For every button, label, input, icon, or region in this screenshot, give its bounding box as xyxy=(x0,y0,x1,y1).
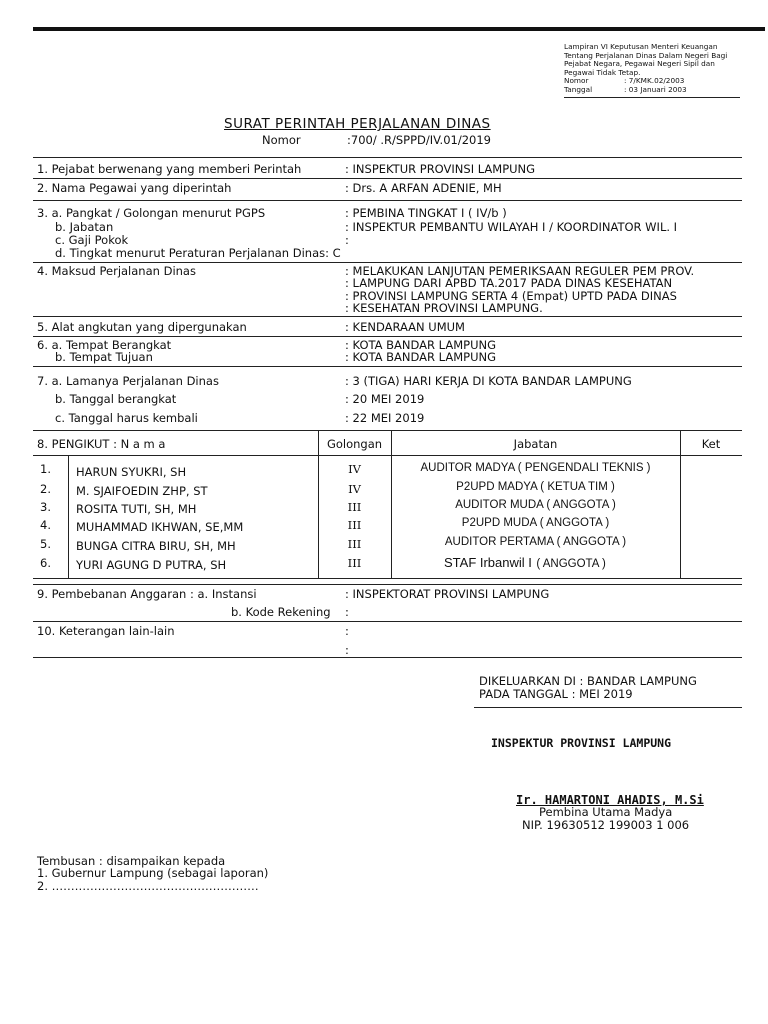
rule xyxy=(33,316,742,317)
pengikut-golongan: III xyxy=(347,500,362,514)
row5-label: 5. Alat angkutan yang dipergunakan xyxy=(37,320,247,334)
row3c-value: : xyxy=(345,233,349,247)
kode-rekening-label: b. Kode Rekening xyxy=(231,605,331,619)
pengikut-jabatan: AUDITOR MUDA ( ANGGOTA ) xyxy=(455,499,616,511)
rule xyxy=(474,707,742,708)
rule xyxy=(33,584,742,585)
pengikut-golongan: III xyxy=(347,537,362,551)
pengikut-jabatan: P2UPD MADYA ( KETUA TIM ) xyxy=(456,481,615,493)
note-line-1: Lampiran VI Keputusan Menteri Keuangan xyxy=(564,42,718,51)
nomor-label: Nomor xyxy=(262,133,301,147)
note-nomor: Nomor : 7/KMK.02/2003 xyxy=(564,76,685,86)
row4-line1: : MELAKUKAN LANJUTAN PEMERIKSAAN REGULER PEM PROV. xyxy=(345,264,695,278)
row3a-value: : PEMBINA TINGKAT I ( IV/b ) xyxy=(345,206,507,220)
row6a-label: 6. a. Tempat Berangkat xyxy=(37,338,172,352)
row6b-value: : KOTA BANDAR LAMPUNG xyxy=(345,350,496,364)
tembusan-item-1: 1. Gubernur Lampung (sebagai laporan) xyxy=(37,866,269,880)
rule xyxy=(33,621,742,622)
rule xyxy=(33,657,742,658)
issued-date: PADA TANGGAL : MEI 2019 xyxy=(479,687,633,701)
signature-rank: Pembina Utama Madya xyxy=(539,805,673,819)
note-line-4: Pegawai Tidak Tetap. xyxy=(564,67,641,77)
pengikut-nama: HARUN SYUKRI, SH xyxy=(76,465,187,479)
keterangan-value-1: : xyxy=(345,624,349,638)
pengikut-no: 6. xyxy=(40,556,51,570)
col-divider xyxy=(680,430,681,578)
pengikut-jabatan xyxy=(444,554,606,572)
rule xyxy=(33,178,742,179)
rule xyxy=(33,157,742,158)
row5-value: : KENDARAAN UMUM xyxy=(345,320,465,334)
rule xyxy=(33,578,742,579)
pengikut-no: 3. xyxy=(40,500,51,514)
pengikut-no: 1. xyxy=(40,462,51,476)
pengikut-golongan: IV xyxy=(348,482,361,496)
top-border xyxy=(33,27,765,31)
nomor-value: :700/ .R/SPPD/IV.01/2019 xyxy=(347,133,491,147)
row2-label: 2. Nama Pegawai yang diperintah xyxy=(37,181,232,195)
note-tanggal: Tanggal : 03 Januari 2003 xyxy=(564,84,687,94)
pengikut-header-jabatan: Jabatan xyxy=(513,437,558,451)
note-underline xyxy=(564,97,740,98)
document-title: SURAT PERINTAH PERJALANAN DINAS xyxy=(224,116,491,132)
pengikut-jabatan-main: STAF Irbanwil I xyxy=(444,555,532,570)
pengikut-header-label: 8. PENGIKUT : N a m a xyxy=(37,437,166,451)
pengikut-header-ket: Ket xyxy=(701,437,721,451)
row1-value: : INSPEKTUR PROVINSI LAMPUNG xyxy=(345,162,536,176)
pengikut-jabatan: P2UPD MUDA ( ANGGOTA ) xyxy=(461,517,610,529)
row6a-value: : KOTA BANDAR LAMPUNG xyxy=(345,338,496,352)
legal-note xyxy=(564,43,740,95)
keterangan-label: 10. Keterangan lain-lain xyxy=(37,624,175,638)
col-divider xyxy=(68,455,69,578)
row7a-label: 7. a. Lamanya Perjalanan Dinas xyxy=(37,374,219,388)
row7c-label: c. Tanggal harus kembali xyxy=(55,411,198,425)
rule xyxy=(33,366,742,367)
row3c-label: c. Gaji Pokok xyxy=(55,233,129,247)
row3a-label: 3. a. Pangkat / Golongan menurut PGPS xyxy=(37,206,266,220)
pengikut-nama: ROSITA TUTI, SH, MH xyxy=(76,502,197,516)
pengikut-golongan: III xyxy=(347,556,362,570)
row6b-label: b. Tempat Tujuan xyxy=(55,350,153,364)
pengikut-header-golongan: Golongan xyxy=(326,437,383,451)
rule xyxy=(33,455,742,456)
note-line-3: Pejabat Negara, Pegawai Negeri Sipil dan xyxy=(564,59,715,69)
issued-place: DIKELUARKAN DI : BANDAR LAMPUNG xyxy=(479,674,697,688)
pengikut-golongan: IV xyxy=(348,462,361,476)
rule xyxy=(33,262,742,263)
pengikut-no: 4. xyxy=(40,518,51,532)
row4-label: 4. Maksud Perjalanan Dinas xyxy=(37,264,196,278)
pengikut-no: 5. xyxy=(40,537,51,551)
row4-line2: : LAMPUNG DARI APBD TA.2017 PADA DINAS KESEHATAN xyxy=(345,276,673,290)
pengikut-nama: YURI AGUNG D PUTRA, SH xyxy=(76,558,227,572)
tembusan-item-2: 2. ……………………………………………… xyxy=(37,879,259,893)
keterangan-value-2: : xyxy=(345,643,349,657)
note-line-2: Tentang Perjalanan Dinas Dalam Negeri Bagi xyxy=(564,50,728,60)
anggaran-label: 9. Pembebanan Anggaran : a. Instansi xyxy=(37,587,257,601)
row7b-value: : 20 MEI 2019 xyxy=(345,392,425,406)
row2-value: : Drs. A ARFAN ADENIE, MH xyxy=(345,181,502,195)
row7b-label: b. Tanggal berangkat xyxy=(55,392,177,406)
pengikut-nama: MUHAMMAD IKHWAN, SE,MM xyxy=(76,520,244,534)
row1-label: 1. Pejabat berwenang yang memberi Perintah xyxy=(37,162,302,176)
rule xyxy=(33,200,742,201)
rule xyxy=(33,430,742,431)
signature-name: Ir. HAMARTONI AHADIS, M.Si xyxy=(516,793,704,807)
pengikut-no: 2. xyxy=(40,482,51,496)
pengikut-jabatan: AUDITOR MADYA ( PENGENDALI TEKNIS ) xyxy=(420,462,651,474)
pengikut-jabatan: AUDITOR PERTAMA ( ANGGOTA ) xyxy=(444,536,627,548)
pengikut-jabatan-role: ( ANGGOTA ) xyxy=(536,558,606,570)
rule xyxy=(33,336,742,337)
row7c-value: : 22 MEI 2019 xyxy=(345,411,425,425)
row4-line4: : KESEHATAN PROVINSI LAMPUNG. xyxy=(345,301,543,315)
anggaran-value: : INSPEKTORAT PROVINSI LAMPUNG xyxy=(345,587,550,601)
tembusan-title: Tembusan : disampaikan kepada xyxy=(37,854,226,868)
kode-rekening-value: : xyxy=(345,605,349,619)
row3b-label: b. Jabatan xyxy=(55,220,114,234)
signature-nip: NIP. 19630512 199003 1 006 xyxy=(522,818,690,832)
row3b-value: : INSPEKTUR PEMBANTU WILAYAH I / KOORDINATOR WIL. I xyxy=(345,220,678,234)
signature-office: INSPEKTUR PROVINSI LAMPUNG xyxy=(491,736,672,750)
row4-line3: : PROVINSI LAMPUNG SERTA 4 (Empat) UPTD PADA DINAS xyxy=(345,289,677,303)
pengikut-nama: M. SJAIFOEDIN ZHP, ST xyxy=(76,484,208,498)
row3d-label: d. Tingkat menurut Peraturan Perjalanan Dinas: C xyxy=(55,246,341,260)
pengikut-nama: BUNGA CITRA BIRU, SH, MH xyxy=(76,539,236,553)
row7a-value: : 3 (TIGA) HARI KERJA DI KOTA BANDAR LAMPUNG xyxy=(345,374,632,388)
pengikut-golongan: III xyxy=(347,518,362,532)
